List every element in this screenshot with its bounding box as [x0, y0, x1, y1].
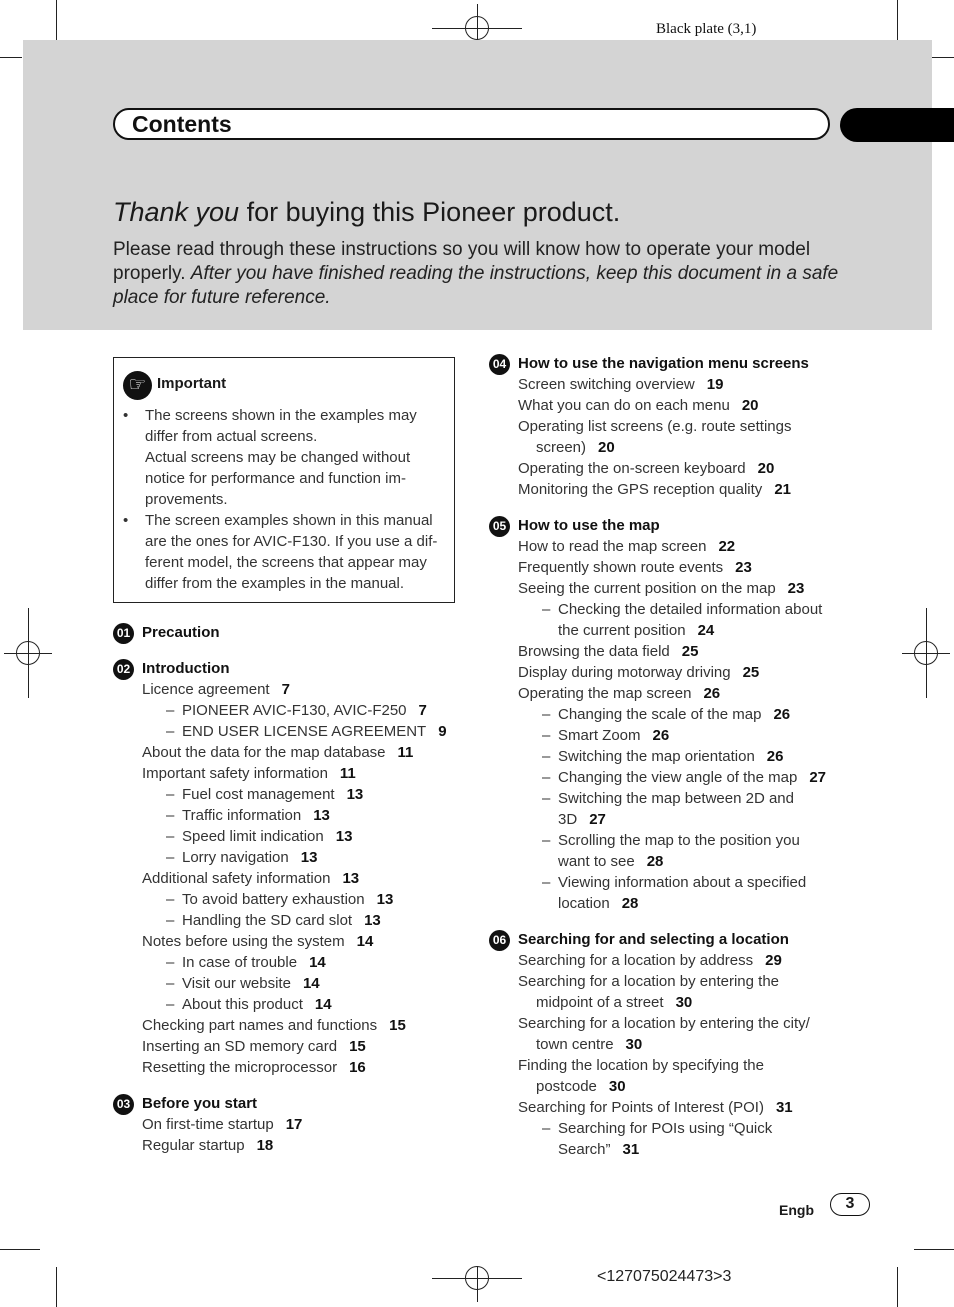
- toc-entry: [518, 536, 834, 557]
- toc-page-number: 14: [309, 954, 326, 971]
- toc-page-number: 9: [438, 723, 447, 740]
- toc-section: [113, 1093, 463, 1156]
- toc-subentry: [142, 826, 463, 847]
- intro-italic: After you have finished reading the instructions, keep this document in a safe place for future reference.: [113, 263, 839, 308]
- toc-page-number: 31: [775, 1099, 793, 1116]
- toc-page-number: 7: [418, 702, 427, 719]
- toc-subentry: [518, 830, 834, 872]
- section-number-badge: 01: [113, 623, 134, 644]
- toc-page-number: 14: [314, 996, 332, 1013]
- toc-section: [489, 353, 834, 500]
- intro-paragraph: [113, 238, 843, 310]
- toc-entry-text: Monitoring the GPS reception quality: [518, 481, 763, 498]
- toc-subentry: [142, 805, 463, 826]
- toc-subentry: [518, 746, 834, 767]
- toc-entry-text: Searching for a location by entering the midpoint of a street: [518, 973, 779, 1011]
- dash-icon: –: [166, 807, 175, 824]
- toc-page-number: 25: [681, 643, 699, 660]
- page-headline: [113, 197, 620, 228]
- toc-subentry: [142, 910, 463, 931]
- toc-entry-text: Operating the on-screen keyboard: [518, 460, 746, 477]
- toc-page-number: 31: [622, 1141, 640, 1158]
- toc-entry-text: Resetting the microprocessor: [142, 1059, 338, 1076]
- toc-subentry: [142, 721, 463, 742]
- dash-icon: –: [166, 954, 175, 971]
- section-number-badge: 05: [489, 516, 510, 537]
- toc-section: [489, 929, 834, 1160]
- toc-entry-text: Handling the SD card slot: [182, 912, 353, 929]
- dash-icon: –: [166, 702, 175, 719]
- toc-entry-text: Browsing the data field: [518, 643, 670, 660]
- registration-target-icon: [16, 641, 40, 665]
- toc-entry-text: Changing the view angle of the map: [558, 769, 798, 786]
- toc-entry-text: Checking the detailed information about the current position: [558, 601, 823, 639]
- toc-left-column: [113, 622, 463, 1171]
- crop-mark: [0, 57, 22, 58]
- toc-page-number: 14: [356, 933, 374, 950]
- toc-entry-text: Smart Zoom: [558, 727, 641, 744]
- crop-mark: [56, 1267, 57, 1307]
- registration-target-icon: [914, 641, 938, 665]
- toc-entry-text: Licence agreement: [142, 681, 270, 698]
- toc-entry: [142, 679, 463, 700]
- toc-page-number: 16: [349, 1059, 366, 1076]
- toc-entry-text: Additional safety information: [142, 870, 331, 887]
- toc-entry: [142, 1114, 463, 1135]
- toc-page-number: 14: [302, 975, 320, 992]
- toc-entry: [518, 416, 834, 458]
- toc-entry-text: Important safety information: [142, 765, 328, 782]
- toc-entry-text: Switching the map between 2D and 3D: [558, 790, 794, 828]
- toc-page-number: 25: [742, 664, 760, 681]
- important-list: [123, 405, 445, 594]
- toc-subentry: [518, 725, 834, 746]
- dash-icon: –: [542, 769, 551, 786]
- toc-section-title: How to use the map: [518, 517, 660, 534]
- toc-page-number: 11: [397, 744, 414, 761]
- toc-section: [489, 515, 834, 914]
- dash-icon: –: [166, 912, 175, 929]
- toc-entry: [518, 557, 834, 578]
- toc-page-number: 26: [773, 706, 791, 723]
- toc-subentry: [142, 889, 463, 910]
- toc-entry-text: Fuel cost management: [182, 786, 335, 803]
- important-item-text: Actual screens may be changed without notice for performance and function im-provements.: [145, 449, 411, 508]
- toc-page-number: 15: [349, 1038, 366, 1055]
- toc-page-number: 7: [281, 681, 290, 698]
- toc-page-number: 15: [389, 1017, 406, 1034]
- toc-subentry: [142, 700, 463, 721]
- toc-entry-text: What you can do on each menu: [518, 397, 730, 414]
- important-item-text: The screens shown in the examples may differ from actual screens.: [145, 407, 417, 445]
- toc-page-number: 18: [256, 1137, 274, 1154]
- dash-icon: –: [166, 849, 175, 866]
- toc-entry: [518, 1013, 834, 1055]
- toc-page-number: 17: [285, 1116, 303, 1133]
- toc-entry: [518, 683, 834, 704]
- toc-entry-text: To avoid battery exhaustion: [182, 891, 365, 908]
- toc-entry-text: Operating list screens (e.g. route settings screen): [518, 418, 792, 456]
- section-number-badge: 02: [113, 659, 134, 680]
- toc-entry-text: Searching for Points of Interest (POI): [518, 1099, 764, 1116]
- toc-page-number: 23: [735, 559, 752, 576]
- dash-icon: –: [542, 601, 551, 618]
- toc-page-number: 30: [675, 994, 693, 1011]
- footer-code: <127075024473>3: [597, 1268, 732, 1285]
- toc-subentry: [142, 952, 463, 973]
- bullet-icon: •: [123, 512, 129, 529]
- section-number-badge: 03: [113, 1094, 134, 1115]
- dash-icon: –: [542, 790, 551, 807]
- toc-entry: [142, 931, 463, 952]
- registration-target-icon: [465, 1266, 489, 1290]
- dash-icon: –: [166, 975, 175, 992]
- toc-subentry: [518, 767, 834, 788]
- toc-entry-text: Visit our website: [182, 975, 291, 992]
- registration-target-icon: [465, 16, 489, 40]
- toc-page-number: 20: [741, 397, 759, 414]
- toc-entry-text: Inserting an SD memory card: [142, 1038, 338, 1055]
- dash-icon: –: [542, 874, 551, 891]
- toc-subentry: [142, 994, 463, 1015]
- crop-mark: [897, 1267, 898, 1307]
- toc-page-number: 19: [706, 376, 724, 393]
- crop-mark: [56, 0, 57, 40]
- crop-mark: [932, 57, 954, 58]
- toc-section: [113, 658, 463, 1078]
- toc-entry: [518, 1097, 834, 1118]
- toc-entry-text: END USER LICENSE AGREEMENT: [182, 723, 427, 740]
- section-number-badge: 06: [489, 930, 510, 951]
- toc-entry-text: Checking part names and functions: [142, 1017, 378, 1034]
- toc-page-number: 13: [364, 912, 381, 929]
- toc-entry-text: Changing the scale of the map: [558, 706, 762, 723]
- toc-entry-text: Searching for POIs using “Quick Search”: [558, 1120, 773, 1158]
- important-item-text: The screen examples shown in this manual are the ones for AVIC-F130. If you use a dif-ferent model, the screens that appear may differ from the examples in the manual.: [145, 512, 438, 592]
- toc-page-number: 13: [376, 891, 394, 908]
- bullet-icon: •: [123, 407, 129, 424]
- toc-entry: [518, 971, 834, 1013]
- toc-page-number: 28: [621, 895, 639, 912]
- toc-entry: [142, 742, 463, 763]
- dash-icon: –: [166, 786, 175, 803]
- important-item: [123, 447, 445, 510]
- toc-entry: [518, 950, 834, 971]
- toc-page-number: 26: [652, 727, 670, 744]
- toc-entry: [142, 1057, 463, 1078]
- toc-entry-text: Scrolling the map to the position you want to see: [558, 832, 800, 870]
- page-number: 3: [830, 1193, 870, 1216]
- toc-entry: [142, 1015, 463, 1036]
- intro-normal: Please read through these instructions so you will know how to operate your model properly.: [113, 239, 811, 284]
- toc-entry-text: On first-time startup: [142, 1116, 274, 1133]
- section-tab: [840, 108, 954, 142]
- toc-entry-text: Operating the map screen: [518, 685, 692, 702]
- toc-entry-text: Finding the location by specifying the postcode: [518, 1057, 764, 1095]
- toc-page-number: 11: [339, 765, 356, 782]
- dash-icon: –: [542, 1120, 551, 1137]
- toc-subentry: [142, 973, 463, 994]
- toc-entry: [518, 458, 834, 479]
- toc-page-number: 24: [697, 622, 715, 639]
- toc-page-number: 23: [787, 580, 805, 597]
- dash-icon: –: [542, 706, 551, 723]
- toc-entry: [518, 641, 834, 662]
- toc-entry-text: Frequently shown route events: [518, 559, 724, 576]
- important-item: [123, 405, 445, 447]
- toc-subentry: [518, 872, 834, 914]
- crop-mark: [0, 1249, 40, 1250]
- crop-mark: [897, 0, 898, 40]
- toc-section: [113, 622, 463, 643]
- toc-section-title: Searching for and selecting a location: [518, 931, 789, 948]
- toc-entry: [518, 479, 834, 500]
- toc-subentry: [142, 784, 463, 805]
- toc-entry: [142, 868, 463, 889]
- toc-entry: [518, 395, 834, 416]
- dash-icon: –: [542, 748, 551, 765]
- section-number-badge: 04: [489, 354, 510, 375]
- toc-entry-text: PIONEER AVIC-F130, AVIC-F250: [182, 702, 407, 719]
- toc-entry-text: In case of trouble: [182, 954, 298, 971]
- toc-entry: [142, 1036, 463, 1057]
- toc-entry: [142, 1135, 463, 1156]
- toc-entry: [518, 374, 834, 395]
- toc-entry-text: About this product: [182, 996, 303, 1013]
- toc-entry-text: Lorry navigation: [182, 849, 289, 866]
- toc-entry-text: Notes before using the system: [142, 933, 345, 950]
- toc-page-number: 21: [774, 481, 791, 498]
- toc-page-number: 13: [300, 849, 318, 866]
- toc-subentry: [142, 847, 463, 868]
- toc-entry: [142, 763, 463, 784]
- toc-subentry: [518, 1118, 834, 1160]
- toc-entry-text: Searching for a location by entering the city/ town centre: [518, 1015, 810, 1053]
- headline-italic: Thank you: [113, 197, 240, 227]
- important-title: Important: [157, 375, 227, 392]
- dash-icon: –: [542, 727, 551, 744]
- toc-page-number: 13: [313, 807, 330, 824]
- toc-page-number: 13: [335, 828, 353, 845]
- toc-section-title: How to use the navigation menu screens: [518, 355, 809, 372]
- toc-entry-text: Screen switching overview: [518, 376, 695, 393]
- toc-section-title: Precaution: [142, 624, 220, 641]
- toc-page-number: 26: [703, 685, 721, 702]
- toc-entry-text: Traffic information: [182, 807, 302, 824]
- toc-page-number: 27: [809, 769, 827, 786]
- toc-entry-text: Display during motorway driving: [518, 664, 731, 681]
- toc-section-title: Introduction: [142, 660, 230, 677]
- toc-page-number: 27: [589, 811, 606, 828]
- footer-language: Engb: [779, 1202, 814, 1218]
- important-item: [123, 510, 445, 594]
- toc-subentry: [518, 599, 834, 641]
- toc-entry-text: How to read the map screen: [518, 538, 707, 555]
- toc-entry-text: About the data for the map database: [142, 744, 386, 761]
- toc-page-number: 26: [766, 748, 784, 765]
- toc-subentry: [518, 704, 834, 725]
- toc-entry-text: Regular startup: [142, 1137, 245, 1154]
- toc-entry: [518, 1055, 834, 1097]
- toc-page-number: 20: [757, 460, 775, 477]
- toc-entry-text: Searching for a location by address: [518, 952, 754, 969]
- toc-entry-text: Viewing information about a specified location: [558, 874, 807, 912]
- toc-entry-text: Switching the map orientation: [558, 748, 755, 765]
- dash-icon: –: [542, 832, 551, 849]
- toc-entry: [518, 662, 834, 683]
- section-title: Contents: [132, 111, 232, 137]
- toc-page-number: 20: [598, 439, 615, 456]
- toc-page-number: 30: [625, 1036, 643, 1053]
- toc-page-number: 22: [718, 538, 736, 555]
- toc-page-number: 13: [346, 786, 364, 803]
- toc-page-number: 28: [646, 853, 664, 870]
- dash-icon: –: [166, 996, 175, 1013]
- dash-icon: –: [166, 828, 175, 845]
- toc-page-number: 13: [342, 870, 360, 887]
- toc-section-title: Before you start: [142, 1095, 258, 1112]
- toc-right-column: [489, 353, 834, 1175]
- dash-icon: –: [166, 891, 175, 908]
- toc-page-number: 29: [765, 952, 782, 969]
- dash-icon: –: [166, 723, 175, 740]
- toc-entry-text: Speed limit indication: [182, 828, 324, 845]
- headline-rest: for buying this Pioneer product.: [239, 197, 621, 227]
- toc-entry: [518, 578, 834, 599]
- plate-label: Black plate (3,1): [656, 21, 757, 37]
- toc-subentry: [518, 788, 834, 830]
- toc-entry-text: Seeing the current position on the map: [518, 580, 776, 597]
- warning-icon: ☞: [123, 371, 152, 400]
- crop-mark: [914, 1249, 954, 1250]
- toc-page-number: 30: [608, 1078, 626, 1095]
